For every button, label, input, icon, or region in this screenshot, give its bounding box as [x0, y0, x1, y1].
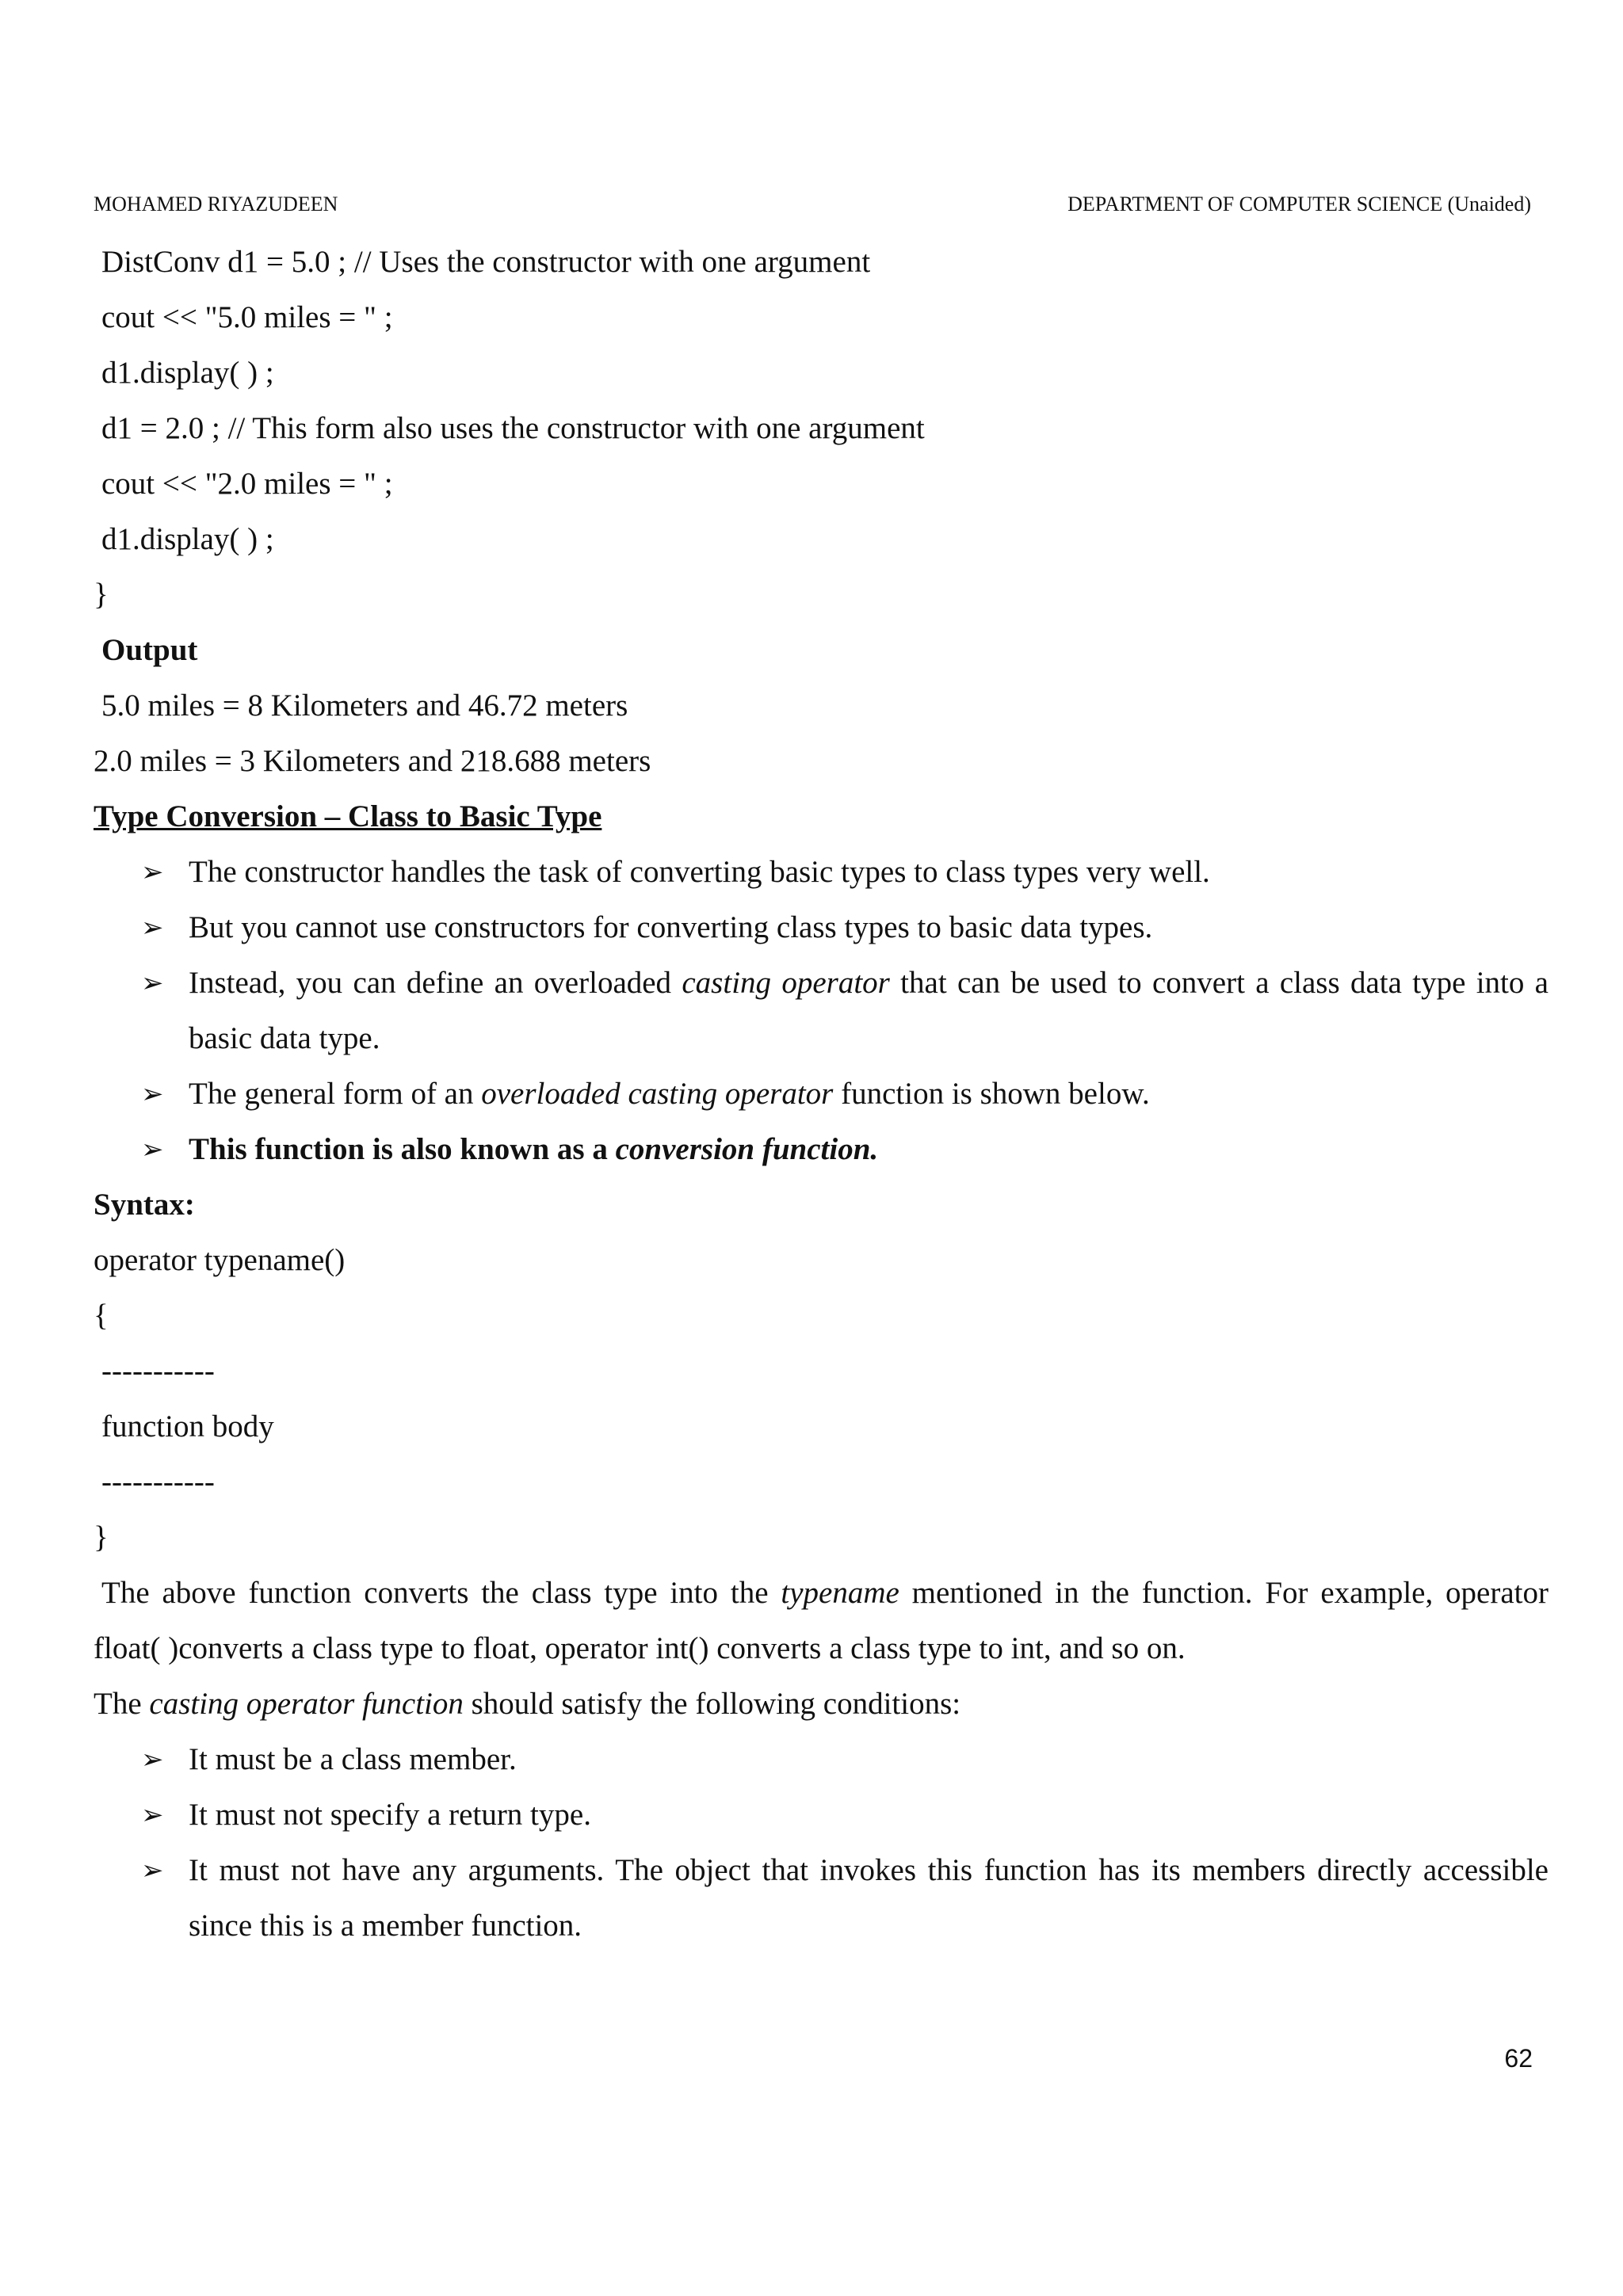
syntax-line: operator typename() [94, 1243, 346, 1277]
bullet-text: Instead, you can define an overloaded [189, 966, 682, 1000]
syntax-line: { [94, 1299, 109, 1333]
emphasis-text: casting operator function [149, 1687, 464, 1721]
bullet-arrow-icon: ➢ [141, 912, 164, 944]
bullet-text: function is shown below. [833, 1077, 1150, 1111]
bullet-item: But you cannot use constructors for converting class types to basic data types. [189, 910, 1153, 944]
bullet-item [189, 963, 1549, 1004]
paragraph-text: should satisfy the following conditions: [463, 1687, 961, 1721]
syntax-line: } [94, 1520, 109, 1554]
section-heading: Type Conversion – Class to Basic Type [94, 799, 602, 833]
output-line-2: 2.0 miles = 3 Kilometers and 218.688 meters [94, 744, 651, 778]
paragraph-line: float( )converts a class type to float, operator int() converts a class type to int, and so on. [94, 1631, 1186, 1665]
code-line: d1.display( ) ; [101, 356, 274, 390]
syntax-line: ----------- [101, 1465, 215, 1499]
code-line: cout << "2.0 miles = " ; [101, 467, 393, 501]
code-line: cout << "5.0 miles = " ; [101, 300, 393, 334]
paragraph-text: mentioned in the function. For example, operator [899, 1576, 1549, 1610]
code-line: d1 = 2.0 ; // This form also uses the constructor with one argument [101, 411, 925, 445]
bullet-text: that can be used to convert a class data type into a [889, 966, 1549, 1000]
syntax-label: Syntax: [94, 1188, 195, 1222]
syntax-line: function body [101, 1409, 274, 1444]
page-header [94, 190, 1531, 219]
code-closing-brace: } [94, 578, 109, 612]
bullet-item [189, 1129, 878, 1170]
header-author: MOHAMED RIYAZUDEEN [94, 193, 338, 215]
code-line: d1.display( ) ; [101, 522, 274, 556]
condition-item-continuation: since this is a member function. [189, 1909, 582, 1943]
paragraph-text: The [94, 1687, 150, 1721]
bullet-arrow-icon: ➢ [141, 856, 164, 888]
page-number: 62 [1504, 2044, 1533, 2073]
bullet-item-continuation: basic data type. [189, 1021, 380, 1055]
condition-item: It must not have any arguments. The object that invokes this function has its members directly accessible [189, 1853, 1549, 1887]
bullet-arrow-icon: ➢ [141, 1078, 164, 1110]
output-label: Output [101, 633, 198, 667]
emphasis-text: conversion function. [615, 1132, 879, 1166]
bullet-text: The general form of an [189, 1077, 482, 1111]
output-line-1: 5.0 miles = 8 Kilometers and 46.72 meters [101, 688, 628, 723]
emphasis-text: casting operator [682, 966, 890, 1000]
paragraph-line [101, 1573, 1549, 1614]
bullet-item [189, 1074, 1150, 1115]
condition-item: It must not specify a return type. [189, 1798, 591, 1832]
bullet-item: The constructor handles the task of converting basic types to class types very well. [189, 855, 1210, 889]
bullet-arrow-icon: ➢ [141, 1134, 164, 1165]
condition-item: It must be a class member. [189, 1742, 517, 1776]
code-line: DistConv d1 = 5.0 ; // Uses the constructor with one argument [101, 245, 871, 279]
bullet-arrow-icon: ➢ [141, 1744, 164, 1775]
paragraph-line [94, 1684, 960, 1725]
bullet-arrow-icon: ➢ [141, 967, 164, 999]
paragraph-text: The above function converts the class type into the [101, 1576, 781, 1610]
emphasis-text: typename [781, 1576, 899, 1610]
bullet-arrow-icon: ➢ [141, 1799, 164, 1831]
bullet-arrow-icon: ➢ [141, 1855, 164, 1886]
syntax-line: ----------- [101, 1354, 215, 1388]
bullet-text: This function is also known as a [189, 1132, 616, 1166]
emphasis-text: overloaded casting operator [481, 1077, 834, 1111]
header-department: DEPARTMENT OF COMPUTER SCIENCE (Unaided) [1067, 193, 1531, 215]
